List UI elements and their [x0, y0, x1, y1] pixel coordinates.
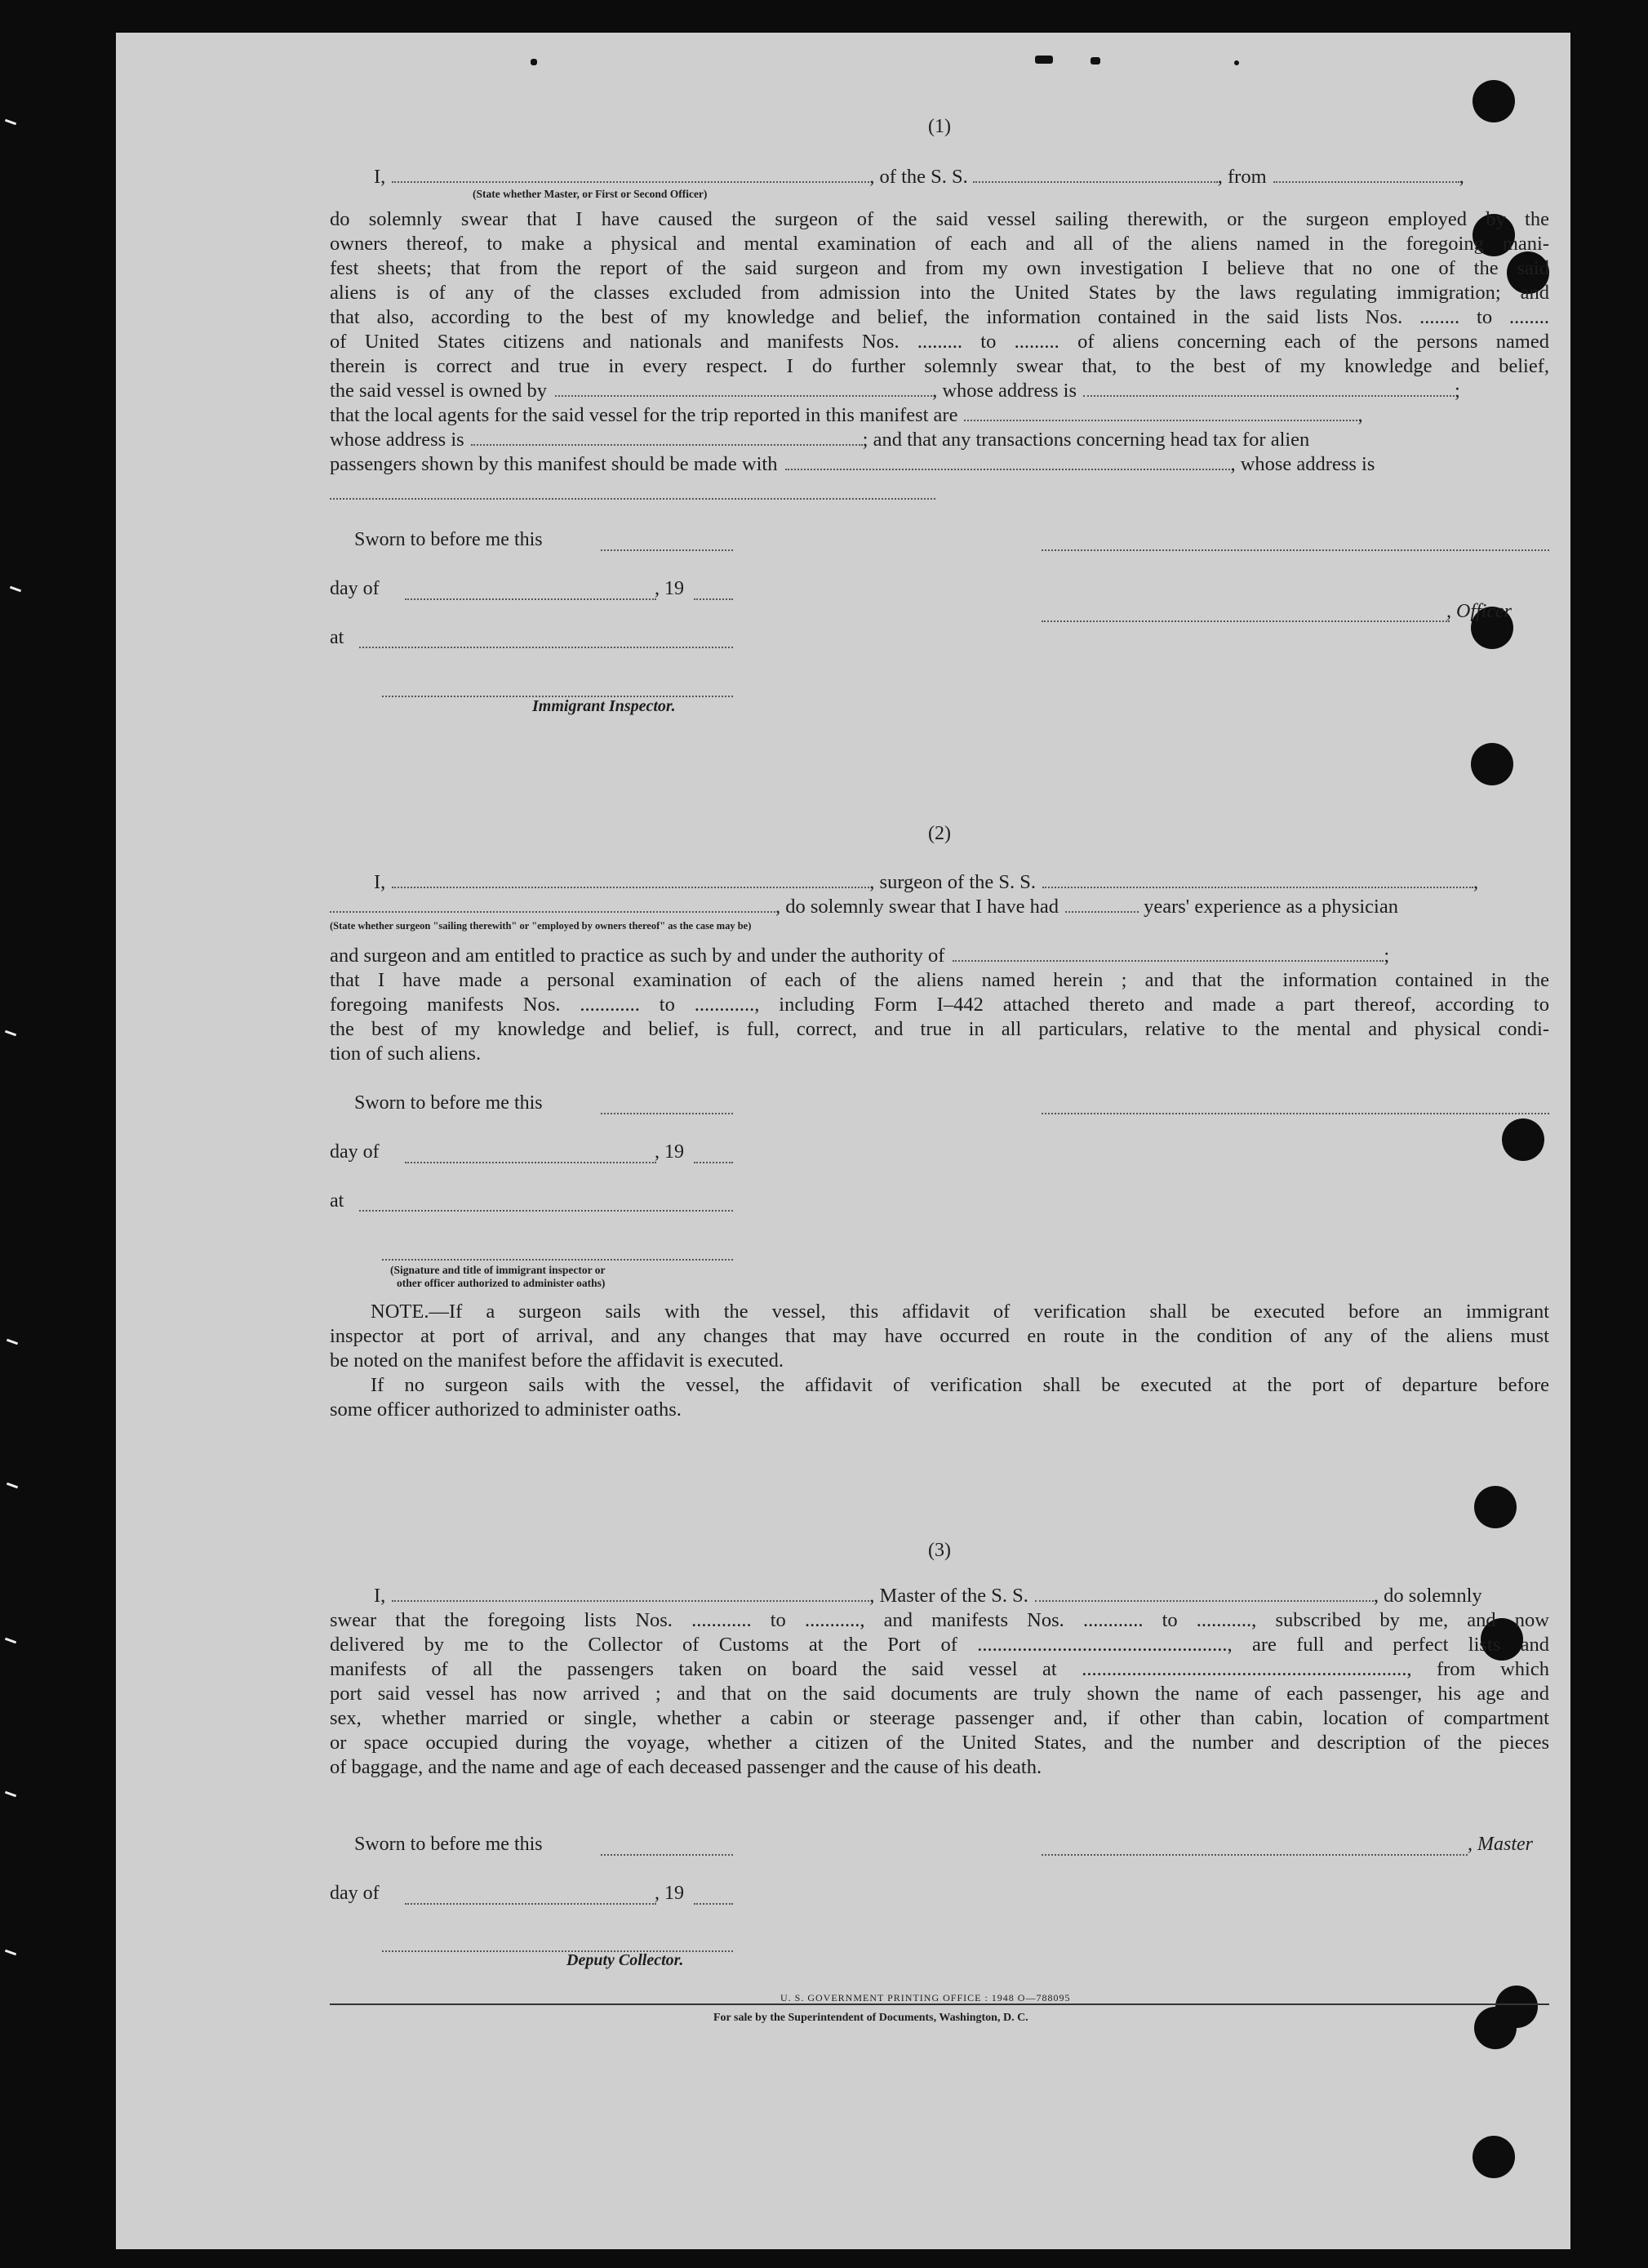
sworn-label: Sworn to before me this: [354, 529, 543, 550]
year-field[interactable]: [694, 1903, 733, 1905]
year-label: , 19: [655, 1141, 684, 1163]
at-place-field[interactable]: [359, 647, 733, 648]
head-tax-address-field[interactable]: [330, 498, 935, 500]
officer-signature-field[interactable]: [1042, 549, 1549, 551]
sworn-date-field[interactable]: [601, 549, 733, 551]
text-line: fest sheets; that from the report of the said surgeon and from my own investigation I believe that no one of the said: [330, 257, 1549, 279]
ink-speck: [1234, 60, 1239, 65]
at-label: at: [330, 1190, 344, 1212]
punch-hole: [1473, 2136, 1515, 2178]
scan-mark: [10, 586, 21, 593]
punch-hole: [1474, 1486, 1517, 1528]
master-name-field[interactable]: [392, 1584, 869, 1602]
scan-mark: [5, 1791, 16, 1798]
authority-line: and surgeon and am entitled to practice as such by and under the authority of ;: [330, 945, 1390, 967]
section-number: (2): [928, 823, 951, 844]
text-line: the best of my knowledge and belief, is full, correct, and true in all particulars, relative to the mental and physical condi-: [330, 1018, 1549, 1040]
text-line: of baggage, and the name and age of each deceased passenger and the cause of his death.: [330, 1756, 1042, 1778]
inspector-signature-field[interactable]: [382, 1259, 733, 1261]
year-label: , 19: [655, 1883, 684, 1904]
text-line: delivered by me to the Collector of Customs at the Port of .................................................., are full and perfect lists and: [330, 1634, 1549, 1656]
field-note: (State whether Master, or First or Second Officer): [473, 188, 708, 200]
note-line: If no surgeon sails with the vessel, the affidavit of verification shall be executed at the port of departure before: [371, 1374, 1549, 1396]
text-line: sex, whether married or single, whether a cabin or steerage passenger and, if other than cabin, location of compartment: [330, 1707, 1549, 1729]
year-field[interactable]: [694, 598, 733, 600]
vessel-name-field[interactable]: [1035, 1584, 1374, 1602]
footer-rule: [330, 2003, 1549, 2005]
section-number: (3): [928, 1540, 951, 1561]
years-experience-field[interactable]: [1065, 895, 1139, 913]
text-line: swear that the foregoing lists Nos. ............ to ..........., and manifests Nos. ............ to ..........., subscribed by me, and now: [330, 1609, 1549, 1631]
sale-notice: For sale by the Superintendent of Documents, Washington, D. C.: [713, 2012, 1028, 2024]
agents-address-line: whose address is ; and that any transactions concerning head tax for alien: [330, 429, 1310, 451]
master-label: , Master: [1468, 1834, 1533, 1855]
scan-mark: [5, 1638, 16, 1644]
owner-line: the said vessel is owned by , whose address is ;: [330, 380, 1460, 402]
head-tax-contact-field[interactable]: [785, 452, 1230, 470]
day-of-label: day of: [330, 578, 380, 599]
scan-mark: [5, 119, 16, 126]
local-agents-field[interactable]: [964, 403, 1357, 421]
from-port-field[interactable]: [1273, 165, 1459, 183]
text-line: aliens is of any of the classes excluded from admission into the United States by the laws regulating immigration; and: [330, 282, 1549, 304]
officer-signature-field[interactable]: [1042, 620, 1450, 622]
inspector-label: Immigrant Inspector.: [532, 697, 676, 715]
text-line: therein is correct and true in every respect. I do further solemnly swear that, to the best of my knowledge and belief,: [330, 355, 1549, 377]
experience-line: , do solemnly swear that I have had years' experience as a physician: [330, 895, 1549, 919]
scan-mark: [7, 1339, 18, 1345]
punch-hole: [1502, 1118, 1544, 1161]
day-of-field[interactable]: [405, 598, 656, 600]
at-place-field[interactable]: [359, 1210, 733, 1212]
surgeon-name-field[interactable]: [392, 870, 869, 888]
section3-opening-line: I, , Master of the S. S. , do solemnly: [374, 1585, 1482, 1607]
sworn-label: Sworn to before me this: [354, 1834, 543, 1855]
sworn-label: Sworn to before me this: [354, 1092, 543, 1114]
at-label: at: [330, 627, 344, 648]
master-signature-field[interactable]: [1042, 1854, 1468, 1856]
sworn-date-field[interactable]: [601, 1113, 733, 1114]
officer-rank-field[interactable]: [392, 165, 869, 183]
scan-mark: [7, 1483, 18, 1489]
printing-office-imprint: U. S. GOVERNMENT PRINTING OFFICE : 1948 O—788095: [780, 1992, 1071, 2003]
authority-field[interactable]: [953, 944, 1384, 962]
head-tax-line: passengers shown by this manifest should be made with , whose address is: [330, 453, 1375, 475]
note-line: inspector at port of arrival, and any changes that may have occurred en route in the condition of any of the aliens must: [330, 1325, 1549, 1347]
owner-field[interactable]: [555, 379, 932, 397]
text-line: owners thereof, to make a physical and mental examination of each and all of the aliens named in the foregoing mani-: [330, 233, 1549, 255]
ink-speck: [531, 59, 537, 65]
text-line: that also, according to the best of my knowledge and belief, the information contained in the said lists Nos. ........ to ........: [330, 306, 1549, 328]
vessel-name-field[interactable]: [1042, 870, 1473, 888]
note-line: be noted on the manifest before the affidavit is executed.: [330, 1350, 784, 1372]
vessel-name-field[interactable]: [973, 165, 1218, 183]
ink-speck: [1035, 56, 1053, 64]
agents-line: that the local agents for the said vessel for the trip reported in this manifest are ,: [330, 404, 1363, 426]
signature-note: (Signature and title of immigrant inspector or: [390, 1264, 606, 1276]
field-note: (State whether surgeon "sailing therewith" or "employed by owners thereof" as the case may be): [330, 920, 752, 932]
year-label: , 19: [655, 578, 684, 599]
day-of-field[interactable]: [405, 1903, 656, 1905]
year-field[interactable]: [694, 1162, 733, 1163]
text-line: do solemnly swear that I have caused the surgeon of the said vessel sailing therewith, or the surgeon employed by the: [330, 208, 1549, 230]
agents-address-field[interactable]: [471, 428, 863, 446]
ink-speck: [1091, 57, 1100, 64]
text-line: foregoing manifests Nos. ............ to ............, including Form I–442 attached thereto and made a part thereof, according to: [330, 994, 1549, 1016]
text-line: that I have made a personal examination of each of the aliens named herein ; and that the information contained in the: [330, 969, 1549, 991]
document-page: [116, 33, 1570, 2249]
scan-mark: [5, 1030, 16, 1037]
day-of-label: day of: [330, 1883, 380, 1904]
owner-address-field[interactable]: [1083, 379, 1455, 397]
scan-mark: [5, 1950, 16, 1956]
surgeon-type-field[interactable]: [330, 895, 775, 913]
note-line: some officer authorized to administer oaths.: [330, 1399, 682, 1421]
section1-opening-line: I, , of the S. S. , from ,: [374, 166, 1464, 188]
day-of-label: day of: [330, 1141, 380, 1163]
signature-note: other officer authorized to administer oaths): [397, 1277, 606, 1289]
section-number: (1): [928, 116, 951, 137]
text-line: or space occupied during the voyage, whether a citizen of the United States, and the number and description of the pieces: [330, 1732, 1549, 1754]
day-of-field[interactable]: [405, 1162, 656, 1163]
text-line: manifests of all the passengers taken on board the said vessel at ................................................................., from which: [330, 1658, 1549, 1680]
punch-hole: [1471, 743, 1513, 785]
section2-opening-line: I, , surgeon of the S. S. ,: [374, 871, 1479, 893]
punch-hole: [1474, 2007, 1517, 2049]
text-line: port said vessel has now arrived ; and that on the said documents are truly shown the name of each passenger, his age and: [330, 1683, 1549, 1705]
deputy-collector-label: Deputy Collector.: [566, 1951, 684, 1969]
text-line: tion of such aliens.: [330, 1043, 482, 1065]
sworn-date-field[interactable]: [601, 1854, 733, 1856]
text-line: of United States citizens and nationals and manifests Nos. ......... to ......... of aliens concerning each of the persons named: [330, 331, 1549, 353]
note-line: NOTE.—If a surgeon sails with the vessel, this affidavit of verification shall be executed before an immigrant: [371, 1301, 1549, 1323]
officer-label: , Officer: [1446, 601, 1512, 622]
surgeon-signature-field[interactable]: [1042, 1113, 1549, 1114]
